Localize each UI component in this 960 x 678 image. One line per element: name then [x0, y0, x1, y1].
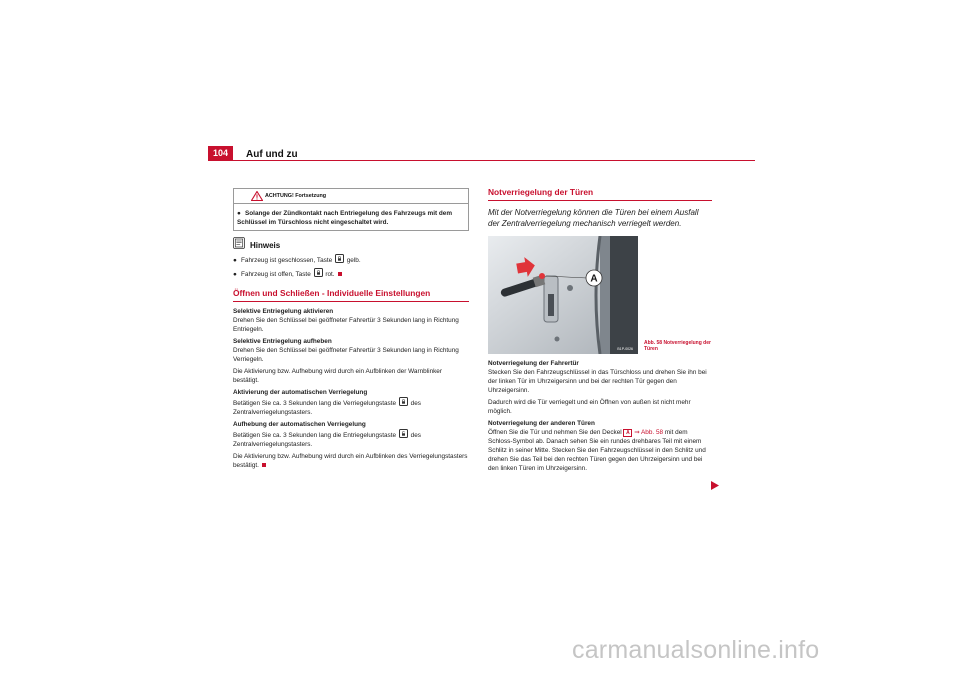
- paragraph: Drehen Sie den Schlüssel bei geöffneter Fahrertür 3 Sekunden lang in Richtung Verriegeln.: [233, 347, 459, 363]
- lock-key-icon: [399, 397, 408, 406]
- subhead-selective-unlock-activate: Selektive Entriegelung aktivieren: [233, 308, 334, 315]
- warning-body: [234, 204, 468, 230]
- paragraph-auto-lock-activate: Betätigen Sie ca. 3 Sekunden lang die Verriegelungstaste des Zentralverriegelungstasters.: [233, 397, 469, 417]
- warning-title: ACHTUNG! Fortsetzung: [265, 193, 327, 199]
- paragraph: Die Aktivierung bzw. Aufhebung wird durch ein Aufblinken des Verriegelungstasters bestätigt.: [233, 453, 468, 469]
- figure-image-code: B1P-0026: [617, 347, 633, 351]
- callout-badge-a: A: [623, 429, 632, 437]
- note-icon: [233, 237, 245, 249]
- subhead-auto-lock-activate: Aktivierung der automatischen Verriegelung: [233, 389, 368, 396]
- note-item-2: ● Fahrzeug ist offen, Taste rot.: [233, 268, 469, 279]
- note-title: Hinweis: [250, 241, 281, 250]
- bullet-icon: ●: [237, 210, 241, 217]
- note-item-1: ● Fahrzeug ist geschlossen, Taste gelb.: [233, 254, 469, 265]
- subhead-selective-unlock-cancel: Selektive Entriegelung aufheben: [233, 338, 332, 345]
- bullet-icon: ●: [233, 271, 237, 278]
- unlock-key-icon: [399, 429, 408, 438]
- paragraph-other-doors: Öffnen Sie die Tür und nehmen Sie den Deckel A ⇒ Abb. 58 mit dem Schloss-Symbol ab. Danach sehen Sie ein rundes drehbares Teil mit einem Schlitz in seiner Mitte. Stecken Sie den Fahrzeugschlüssel in den Schlitz und drehen Sie das Teil bei den rechten Türen gegen den Uhrzeigersinn und bei den linken Türen im Uhrzeigersinn.: [488, 429, 706, 472]
- subhead-auto-lock-cancel: Aufhebung der automatischen Verriegelung: [233, 421, 366, 428]
- paragraph: Drehen Sie den Schlüssel bei geöffneter Fahrertür 3 Sekunden lang in Richtung Entriegeln.: [233, 317, 459, 333]
- bullet-icon: ●: [233, 257, 237, 264]
- paragraph: Dadurch wird die Tür verriegelt und ein Öffnen von außen ist nicht mehr möglich.: [488, 399, 691, 415]
- subhead-other-doors: Notverriegelung der anderen Türen: [488, 420, 595, 427]
- warning-box: [233, 188, 469, 231]
- figure-callout-a: A: [590, 273, 598, 285]
- paragraph: Stecken Sie den Fahrzeugschlüssel in das Türschloss und drehen Sie ihn bei der linken Tür im Uhrzeigersinn und bei der rechten Tür gegen den Uhrzeigersinn.: [488, 369, 707, 394]
- figure-caption: Abb. 58 Notverriegelung der Türen: [644, 340, 711, 352]
- left-column: [233, 188, 469, 473]
- right-column: [488, 188, 712, 476]
- section-end-icon: [262, 463, 266, 467]
- paragraph: Die Aktivierung bzw. Aufhebung wird durch ein Aufblinken der Warnblinker bestätigt.: [233, 368, 442, 384]
- chapter-title: Auf und zu: [246, 149, 298, 160]
- lock-key-icon: [314, 268, 323, 277]
- page-number: 104: [208, 146, 233, 161]
- subhead-driver-door: Notverriegelung der Fahrertür: [488, 360, 579, 367]
- section-title-individual-settings: Öffnen und Schließen - Individuelle Einstellungen: [233, 289, 469, 302]
- warning-header: [234, 189, 468, 204]
- warning-triangle-icon: [251, 191, 263, 201]
- paragraph-auto-lock-cancel: Betätigen Sie ca. 3 Sekunden lang die Entriegelungstaste des Zentralverriegelungstasters.: [233, 429, 469, 449]
- watermark: carmanualsonline.info: [572, 636, 820, 664]
- figure: [488, 236, 712, 356]
- section-title-emergency-lock: Notverriegelung der Türen: [488, 188, 712, 201]
- header-rule: [233, 160, 755, 161]
- next-page-arrow-icon: [711, 481, 719, 490]
- note-header: [233, 235, 469, 251]
- warning-text: Solange der Zündkontakt nach Entriegelung des Fahrzeugs mit dem Schlüssel im Türschloss nicht eingeschaltet wird.: [237, 210, 453, 226]
- section-end-icon: [338, 272, 342, 276]
- door-lock-photo: [488, 236, 638, 354]
- lock-key-icon: [335, 254, 344, 263]
- intro-text: Mit der Notverriegelung können die Türen bei einem Ausfall der Zentralverriegelung mechanisch verriegelt werden.: [488, 208, 699, 228]
- figure-reference-link[interactable]: ⇒ Abb. 58: [634, 429, 664, 436]
